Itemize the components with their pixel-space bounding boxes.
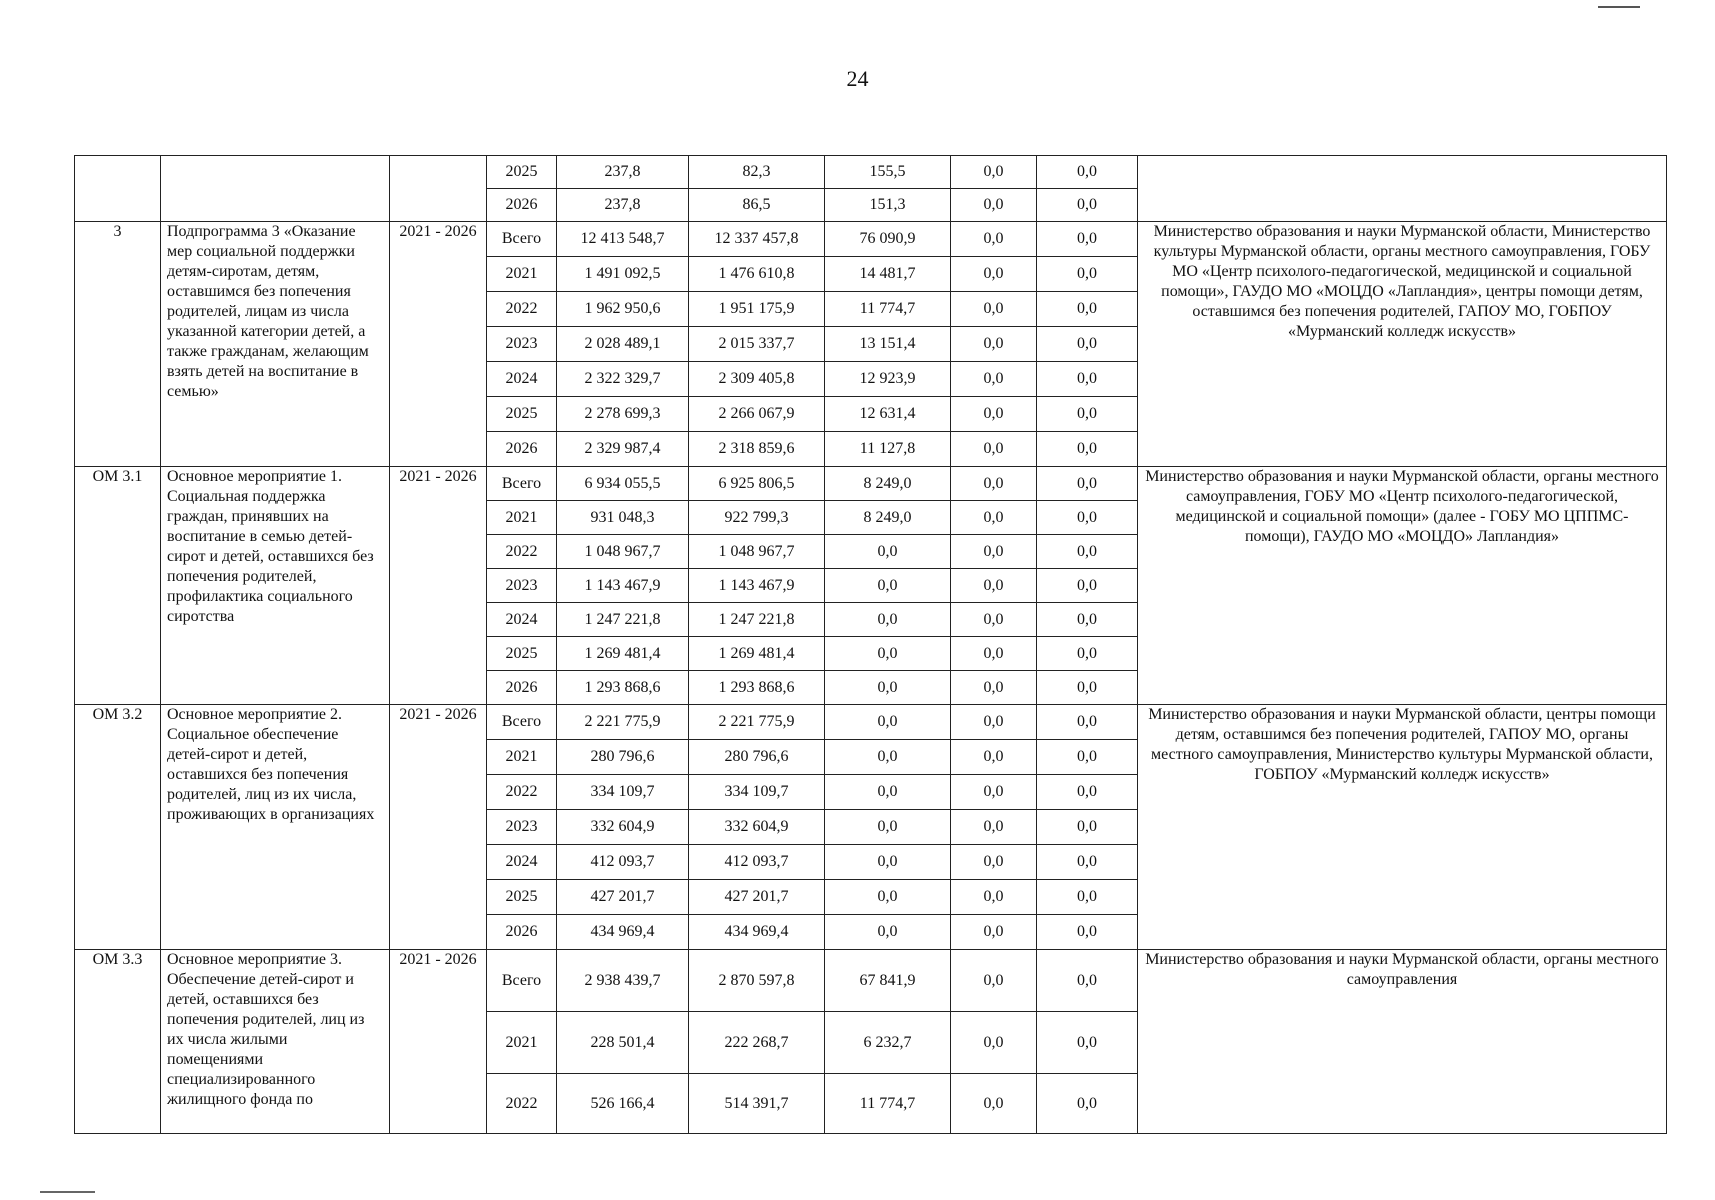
section-period: 2021 - 2026 [390,222,487,467]
federal-budget-cell: 67 841,9 [825,950,951,1012]
regional-budget-cell: 2 870 597,8 [689,950,825,1012]
federal-budget-cell: 6 232,7 [825,1012,951,1074]
section-period: 2021 - 2026 [390,705,487,950]
scan-artifact-top [1598,6,1640,8]
total-cell: 332 604,9 [557,810,689,845]
regional-budget-cell: 82,3 [689,156,825,189]
extrabudget-cell: 0,0 [1037,397,1138,432]
local-budget-cell: 0,0 [951,156,1037,189]
federal-budget-cell: 0,0 [825,845,951,880]
regional-budget-cell: 1 247 221,8 [689,603,825,637]
extrabudget-cell: 0,0 [1037,257,1138,292]
year-cell: 2021 [487,740,557,775]
year-cell: 2026 [487,432,557,467]
scan-artifact-bottom [40,1191,95,1193]
federal-budget-cell: 0,0 [825,569,951,603]
section-executors: Министерство образования и науки Мурманской области, органы местного самоуправления [1138,950,1667,1134]
year-cell: Всего [487,950,557,1012]
total-cell: 434 969,4 [557,915,689,950]
federal-budget-cell: 14 481,7 [825,257,951,292]
local-budget-cell: 0,0 [951,569,1037,603]
federal-budget-cell: 0,0 [825,535,951,569]
federal-budget-cell: 0,0 [825,880,951,915]
regional-budget-cell: 1 293 868,6 [689,671,825,705]
regional-budget-cell: 332 604,9 [689,810,825,845]
total-cell: 2 221 775,9 [557,705,689,740]
extrabudget-cell: 0,0 [1037,671,1138,705]
regional-budget-cell: 2 221 775,9 [689,705,825,740]
total-cell: 6 934 055,5 [557,467,689,501]
federal-budget-cell: 13 151,4 [825,327,951,362]
local-budget-cell: 0,0 [951,327,1037,362]
regional-budget-cell: 922 799,3 [689,501,825,535]
year-cell: 2022 [487,535,557,569]
total-cell: 1 247 221,8 [557,603,689,637]
extrabudget-cell: 0,0 [1037,535,1138,569]
local-budget-cell: 0,0 [951,501,1037,535]
local-budget-cell: 0,0 [951,915,1037,950]
federal-budget-cell: 11 774,7 [825,1074,951,1134]
period-cell [390,156,487,222]
federal-budget-cell: 8 249,0 [825,501,951,535]
local-budget-cell: 0,0 [951,1012,1037,1074]
year-cell: 2023 [487,810,557,845]
year-cell: 2022 [487,775,557,810]
regional-budget-cell: 280 796,6 [689,740,825,775]
federal-budget-cell: 0,0 [825,603,951,637]
total-cell: 280 796,6 [557,740,689,775]
code-cell [75,156,161,222]
local-budget-cell: 0,0 [951,775,1037,810]
local-budget-cell: 0,0 [951,810,1037,845]
section-name: Основное мероприятие 3. Обеспечение детей-сирот и детей, оставшихся без попечения родителей, лиц из их числа жилыми помещениями специализированного жилищного фонда по [161,950,390,1134]
federal-budget-cell: 76 090,9 [825,222,951,257]
year-cell: 2026 [487,671,557,705]
regional-budget-cell: 514 391,7 [689,1074,825,1134]
regional-budget-cell: 2 309 405,8 [689,362,825,397]
total-cell: 2 028 489,1 [557,327,689,362]
regional-budget-cell: 1 476 610,8 [689,257,825,292]
section-executors: Министерство образования и науки Мурманской области, Министерство культуры Мурманской области, органы местного самоуправления, ГОБУ МО «Центр психолого-педагогической, медицинской и социальной помощи», ГАУДО МО «МОЦДО «Лапландия», центры помощи детям, оставшимся без попечения родителей, ГАПОУ МО, ГОБПОУ «Мурманский колледж искусств» [1138,222,1667,467]
federal-budget-cell: 0,0 [825,637,951,671]
table-row [75,705,1667,740]
year-cell: 2021 [487,1012,557,1074]
section-name: Основное мероприятие 1. Социальная поддержка граждан, принявших на воспитание в семью детей-сирот и детей, оставшихся без попечения родителей, профилактика социального сиротства [161,467,390,705]
total-cell: 1 962 950,6 [557,292,689,327]
total-cell: 237,8 [557,189,689,222]
total-cell: 2 938 439,7 [557,950,689,1012]
local-budget-cell: 0,0 [951,705,1037,740]
federal-budget-cell: 0,0 [825,775,951,810]
local-budget-cell: 0,0 [951,845,1037,880]
federal-budget-cell: 0,0 [825,705,951,740]
regional-budget-cell: 12 337 457,8 [689,222,825,257]
total-cell: 1 491 092,5 [557,257,689,292]
total-cell: 1 143 467,9 [557,569,689,603]
total-cell: 1 048 967,7 [557,535,689,569]
year-cell: 2022 [487,292,557,327]
federal-budget-cell: 12 923,9 [825,362,951,397]
extrabudget-cell: 0,0 [1037,432,1138,467]
federal-budget-cell: 155,5 [825,156,951,189]
total-cell: 526 166,4 [557,1074,689,1134]
federal-budget-cell: 0,0 [825,740,951,775]
section-code: 3 [75,222,161,467]
federal-budget-cell: 0,0 [825,810,951,845]
regional-budget-cell: 1 143 467,9 [689,569,825,603]
extrabudget-cell: 0,0 [1037,189,1138,222]
federal-budget-cell: 11 774,7 [825,292,951,327]
extrabudget-cell: 0,0 [1037,362,1138,397]
extrabudget-cell: 0,0 [1037,740,1138,775]
total-cell: 931 048,3 [557,501,689,535]
year-cell: 2026 [487,915,557,950]
extrabudget-cell: 0,0 [1037,156,1138,189]
local-budget-cell: 0,0 [951,222,1037,257]
section-period: 2021 - 2026 [390,467,487,705]
extrabudget-cell: 0,0 [1037,845,1138,880]
federal-budget-cell: 151,3 [825,189,951,222]
extrabudget-cell: 0,0 [1037,775,1138,810]
section-executors: Министерство образования и науки Мурманской области, органы местного самоуправления, ГОБУ МО «Центр психолого-педагогической, медицинской и социальной помощи» (далее - ГОБУ МО ЦППМС-помощи), ГАУДО МО «МОЦДО» Лапландия» [1138,467,1667,705]
year-cell: 2023 [487,327,557,362]
total-cell: 2 329 987,4 [557,432,689,467]
section-code: ОМ 3.3 [75,950,161,1134]
year-cell: Всего [487,222,557,257]
regional-budget-cell: 1 269 481,4 [689,637,825,671]
table-row [75,950,1667,1012]
section-executors: Министерство образования и науки Мурманской области, центры помощи детям, оставшимся без попечения родителей, ГАПОУ МО, органы местного самоуправления, Министерство культуры Мурманской области, ГОБПОУ «Мурманский колледж искусств» [1138,705,1667,950]
local-budget-cell: 0,0 [951,1074,1037,1134]
federal-budget-cell: 0,0 [825,915,951,950]
extrabudget-cell: 0,0 [1037,569,1138,603]
regional-budget-cell: 1 951 175,9 [689,292,825,327]
section-period: 2021 - 2026 [390,950,487,1134]
extrabudget-cell: 0,0 [1037,637,1138,671]
year-cell: 2021 [487,257,557,292]
local-budget-cell: 0,0 [951,397,1037,432]
local-budget-cell: 0,0 [951,637,1037,671]
total-cell: 334 109,7 [557,775,689,810]
extrabudget-cell: 0,0 [1037,222,1138,257]
extrabudget-cell: 0,0 [1037,327,1138,362]
local-budget-cell: 0,0 [951,880,1037,915]
total-cell: 427 201,7 [557,880,689,915]
year-cell: Всего [487,467,557,501]
year-cell: 2026 [487,189,557,222]
local-budget-cell: 0,0 [951,467,1037,501]
total-cell: 2 322 329,7 [557,362,689,397]
extrabudget-cell: 0,0 [1037,603,1138,637]
regional-budget-cell: 2 015 337,7 [689,327,825,362]
year-cell: 2023 [487,569,557,603]
federal-budget-cell: 8 249,0 [825,467,951,501]
table-row [75,222,1667,257]
year-cell: 2025 [487,156,557,189]
total-cell: 2 278 699,3 [557,397,689,432]
year-cell: 2024 [487,845,557,880]
budget-table [74,155,1667,1134]
year-cell: 2025 [487,880,557,915]
extrabudget-cell: 0,0 [1037,1074,1138,1134]
extrabudget-cell: 0,0 [1037,950,1138,1012]
local-budget-cell: 0,0 [951,362,1037,397]
local-budget-cell: 0,0 [951,257,1037,292]
year-cell: 2021 [487,501,557,535]
local-budget-cell: 0,0 [951,189,1037,222]
extrabudget-cell: 0,0 [1037,915,1138,950]
regional-budget-cell: 2 318 859,6 [689,432,825,467]
extrabudget-cell: 0,0 [1037,501,1138,535]
extrabudget-cell: 0,0 [1037,705,1138,740]
year-cell: Всего [487,705,557,740]
regional-budget-cell: 222 268,7 [689,1012,825,1074]
table-body [75,156,1667,1134]
section-name: Основное мероприятие 2. Социальное обеспечение детей-сирот и детей, оставшихся без попечения родителей, лиц из их числа, проживающих в организациях [161,705,390,950]
local-budget-cell: 0,0 [951,432,1037,467]
name-cell [161,156,390,222]
section-code: ОМ 3.2 [75,705,161,950]
year-cell: 2025 [487,637,557,671]
regional-budget-cell: 86,5 [689,189,825,222]
page-number: 24 [846,66,869,91]
regional-budget-cell: 1 048 967,7 [689,535,825,569]
total-cell: 228 501,4 [557,1012,689,1074]
regional-budget-cell: 6 925 806,5 [689,467,825,501]
federal-budget-cell: 0,0 [825,671,951,705]
local-budget-cell: 0,0 [951,950,1037,1012]
table-row [75,156,1667,189]
federal-budget-cell: 12 631,4 [825,397,951,432]
year-cell: 2024 [487,603,557,637]
year-cell: 2024 [487,362,557,397]
extrabudget-cell: 0,0 [1037,1012,1138,1074]
local-budget-cell: 0,0 [951,603,1037,637]
regional-budget-cell: 427 201,7 [689,880,825,915]
extrabudget-cell: 0,0 [1037,810,1138,845]
total-cell: 1 293 868,6 [557,671,689,705]
total-cell: 412 093,7 [557,845,689,880]
total-cell: 237,8 [557,156,689,189]
regional-budget-cell: 2 266 067,9 [689,397,825,432]
regional-budget-cell: 434 969,4 [689,915,825,950]
extrabudget-cell: 0,0 [1037,880,1138,915]
section-name: Подпрограмма 3 «Оказание мер социальной поддержки детям-сиротам, детям, оставшимся без попечения родителей, лицам из числа указанной категории детей, а также гражданам, желающим взять детей на воспитание в семью» [161,222,390,467]
section-code: ОМ 3.1 [75,467,161,705]
extrabudget-cell: 0,0 [1037,467,1138,501]
local-budget-cell: 0,0 [951,292,1037,327]
executors-cell [1138,156,1667,222]
table-row [75,467,1667,501]
local-budget-cell: 0,0 [951,535,1037,569]
total-cell: 1 269 481,4 [557,637,689,671]
regional-budget-cell: 412 093,7 [689,845,825,880]
year-cell: 2025 [487,397,557,432]
federal-budget-cell: 11 127,8 [825,432,951,467]
total-cell: 12 413 548,7 [557,222,689,257]
extrabudget-cell: 0,0 [1037,292,1138,327]
local-budget-cell: 0,0 [951,671,1037,705]
local-budget-cell: 0,0 [951,740,1037,775]
regional-budget-cell: 334 109,7 [689,775,825,810]
year-cell: 2022 [487,1074,557,1134]
